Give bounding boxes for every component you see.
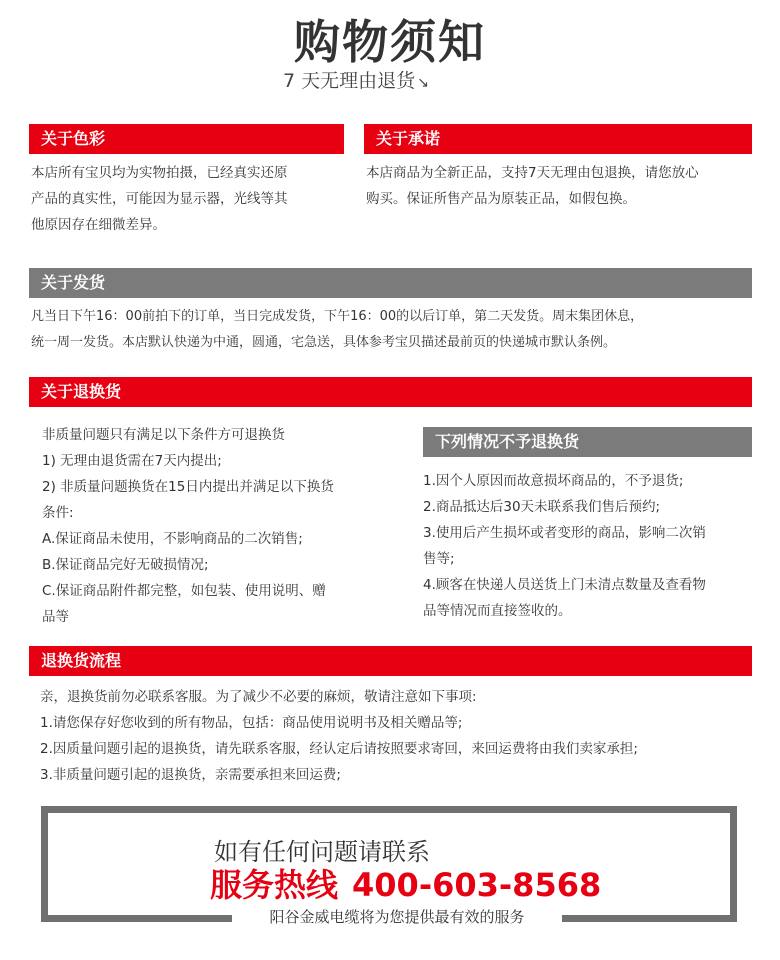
color-line: 产品的真实性，可能因为显示器，光线等其: [31, 191, 288, 207]
shipping-line: 凡当日下午16：00前拍下的订单，当日完成发货，下午16：00的以后订单，第二天发货。周末集团休息，: [31, 309, 644, 324]
return-condition: B.保证商品完好无破损情况;: [42, 557, 209, 573]
return-condition: 品等: [42, 609, 69, 625]
shipping-line: 统一周一发货。本店默认快递为中通，圆通，宅急送，具体参考宝贝描述最前页的快递城市默认条例。: [31, 335, 617, 350]
process-line: 亲，退换货前勿必联系客服。为了减少不必要的麻烦，敬请注意如下事项:: [40, 689, 477, 705]
return-condition: 2) 非质量问题换货在15日内提出并满足以下换货: [42, 479, 334, 495]
shipping-section-heading: 关于发货: [29, 268, 752, 298]
hotline-label: 服务热线: [210, 866, 339, 904]
process-section-heading: 退换货流程: [29, 646, 752, 676]
process-line: 3.非质量问题引起的退换货，亲需要承担来回运费;: [40, 767, 341, 783]
exclusion-item: 品等情况而直接签收的。: [423, 603, 572, 619]
returns-section-heading: 关于退换货: [29, 377, 752, 407]
process-line: 2.因质量问题引起的退换货，请先联系客服，经认定后请按照要求寄回，来回运费将由我们卖家承担;: [40, 741, 638, 757]
return-conditions-list: [42, 422, 392, 630]
promise-line: 购买。保证所售产品为原装正品，如假包换。: [366, 191, 636, 207]
hotline: [210, 860, 601, 906]
return-condition: 非质量问题只有满足以下条件方可退换货: [42, 427, 285, 443]
shipping-section-body: [31, 304, 776, 356]
return-condition: C.保证商品附件都完整，如包装、使用说明、赠: [42, 583, 326, 599]
return-condition: 1) 无理由退货需在7天内提出;: [42, 453, 222, 469]
page-title: 购物须知: [294, 15, 486, 69]
color-line: 他原因存在细微差异。: [31, 217, 166, 233]
promise-section-body: [366, 160, 766, 212]
color-section-body: [31, 160, 351, 238]
promise-section-heading: 关于承诺: [364, 124, 752, 154]
exclusion-item: 售等;: [423, 551, 455, 567]
color-line: 本店所有宝贝均为实物拍摄，已经真实还原: [31, 165, 288, 181]
exclusions-heading: 下列情况不予退换货: [423, 427, 752, 457]
return-condition: 条件:: [42, 505, 74, 521]
promise-line: 本店商品为全新正品，支持7天无理由包退换，请您放心: [366, 165, 699, 181]
return-condition: A.保证商品未使用，不影响商品的二次销售;: [42, 531, 303, 547]
exclusion-item: 4.顾客在快递人员送货上门未清点数量及查看物: [423, 577, 706, 593]
process-section-body: [40, 684, 770, 788]
process-line: 1.请您保存好您收到的所有物品，包括：商品使用说明书及相关赠品等;: [40, 715, 463, 731]
exclusion-item: 1.因个人原因而故意损坏商品的，不予退货;: [423, 473, 684, 489]
page-subtitle: [283, 66, 429, 93]
contact-question: 如有任何问题请联系: [214, 838, 430, 866]
hotline-number: 400-603-8568: [352, 866, 602, 904]
contact-footer-text: 阳谷金威电缆将为您提供最有效的服务: [232, 905, 562, 929]
subtitle-text: 7 天无理由退货: [283, 70, 416, 92]
exclusion-item: 3.使用后产生损坏或者变形的商品，影响二次销: [423, 525, 706, 541]
exclusions-list: [423, 468, 763, 624]
exclusion-item: 2.商品抵达后30天未联系我们售后预约;: [423, 499, 661, 515]
color-section-heading: 关于色彩: [29, 124, 344, 154]
arrow-down-right-icon: ↘: [417, 75, 429, 91]
